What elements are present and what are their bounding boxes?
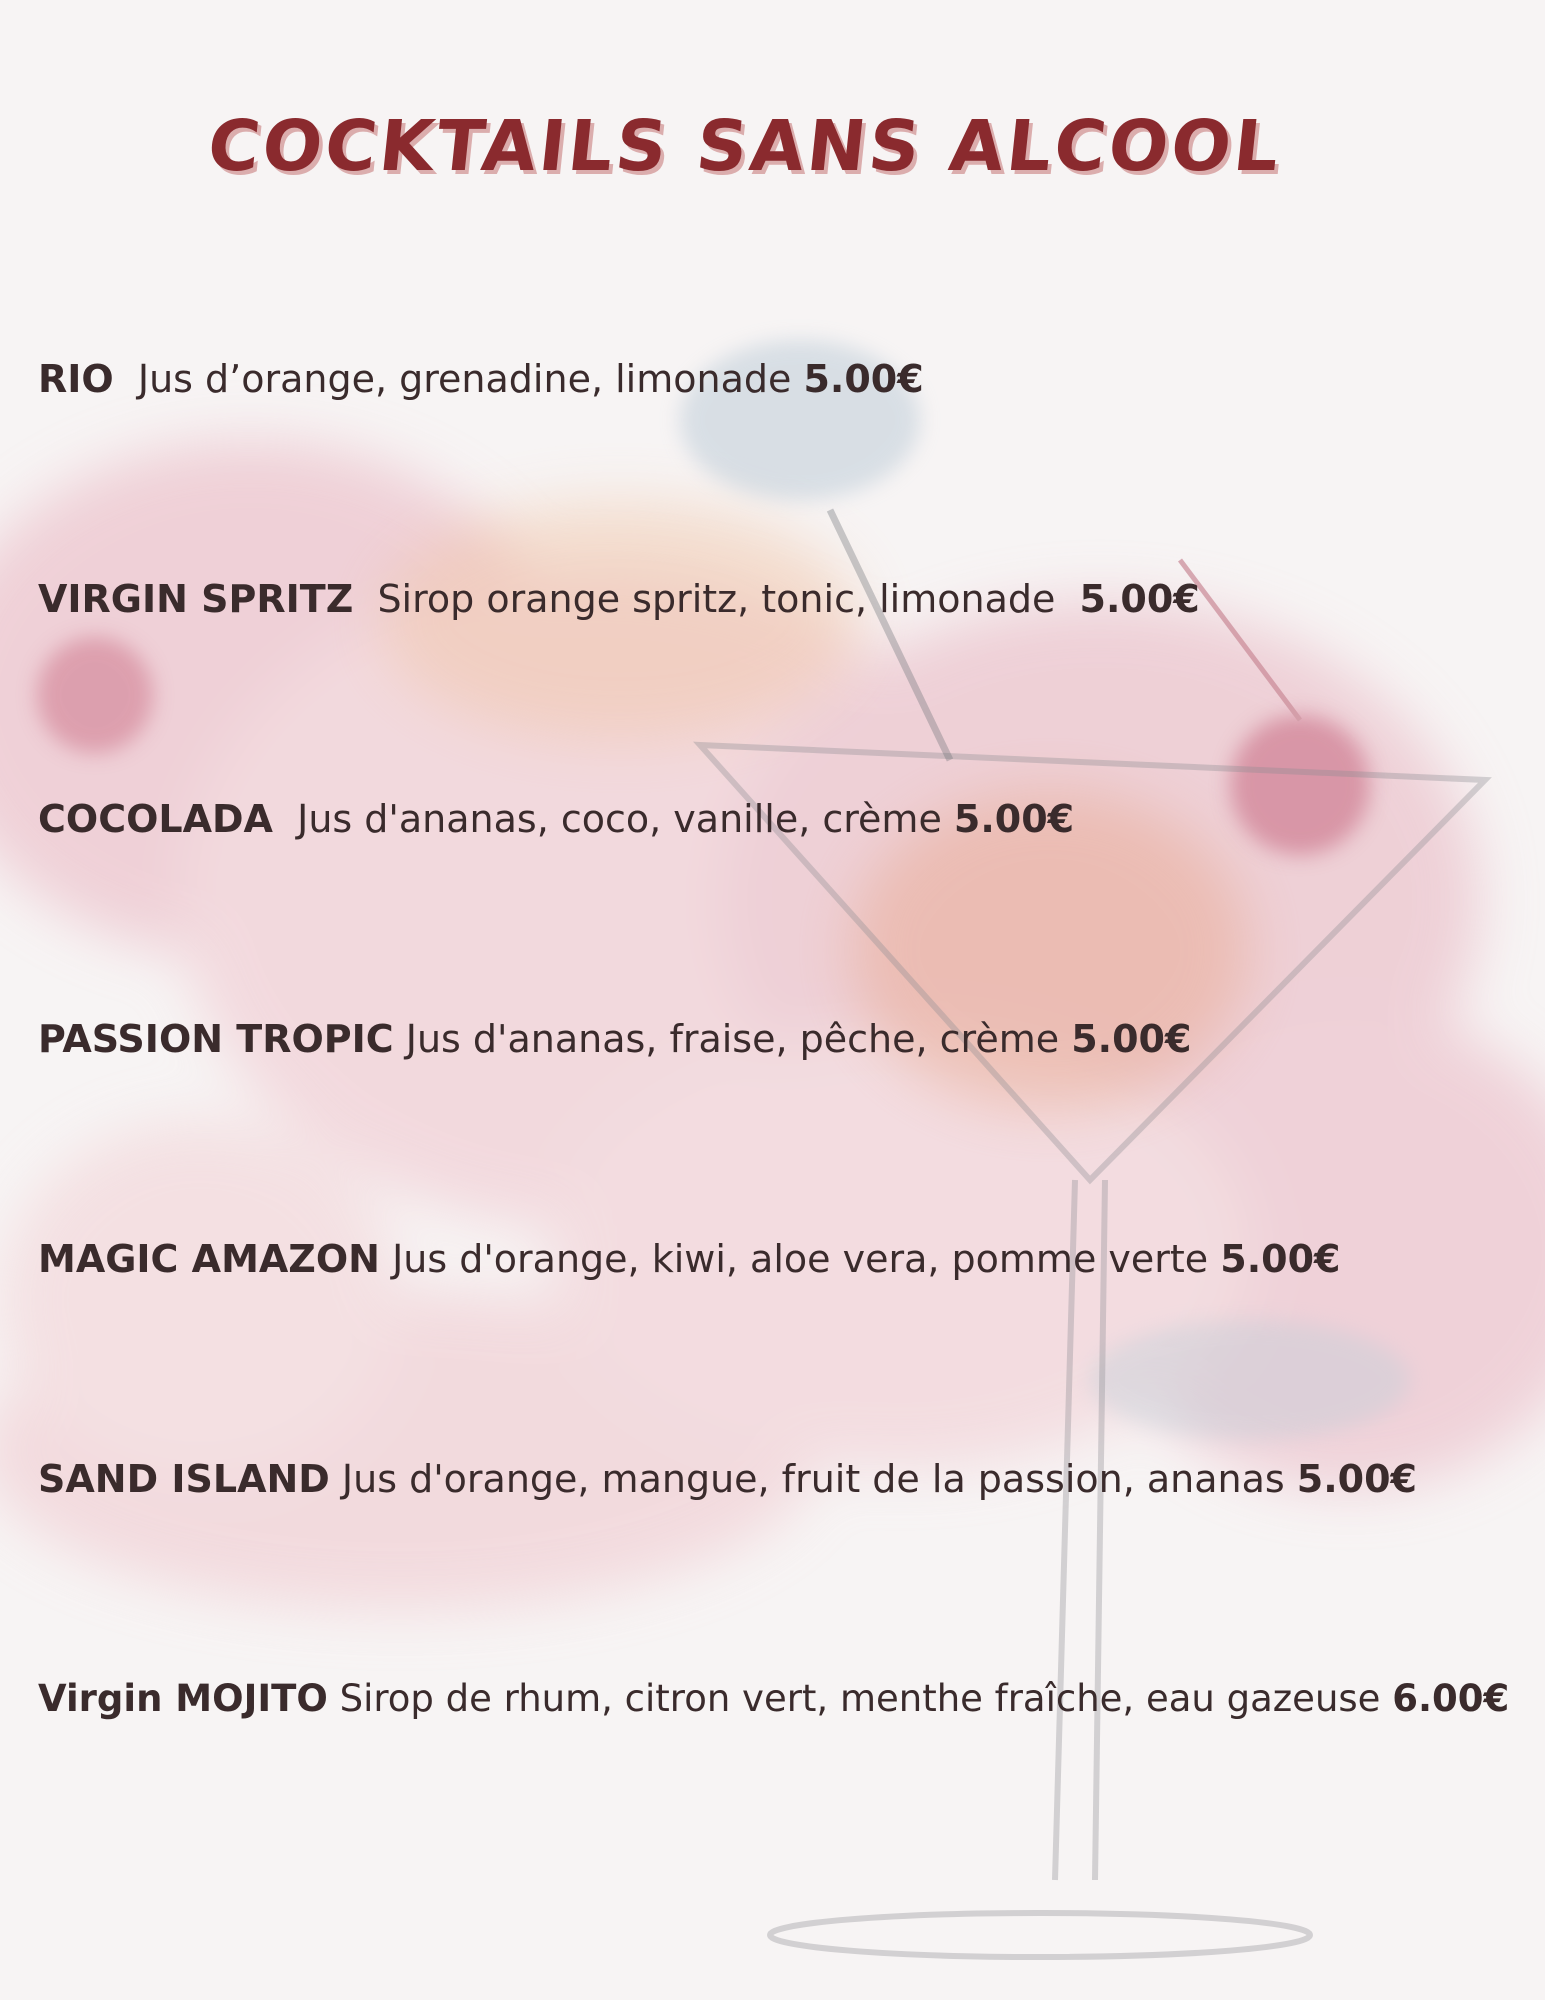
menu-item-rio	[38, 355, 1518, 403]
menu-item-magic-amazon	[38, 1235, 1518, 1283]
item-name: PASSION TROPIC	[38, 1017, 394, 1061]
item-name: Virgin MOJITO	[38, 1677, 328, 1720]
menu-item-virgin-mojito	[38, 1675, 1518, 1723]
item-description: Sirop orange spritz, tonic, limonade	[377, 577, 1056, 621]
item-price: 5.00€	[1079, 577, 1200, 621]
menu-item-cocolada	[38, 795, 1518, 843]
menu-item-passion-tropic	[38, 1015, 1518, 1063]
item-name: MAGIC AMAZON	[38, 1237, 380, 1281]
item-description: Jus d'orange, mangue, fruit de la passion, ananas	[341, 1457, 1285, 1501]
item-name: SAND ISLAND	[38, 1457, 330, 1501]
item-description: Jus d'ananas, coco, vanille, crème	[297, 797, 942, 841]
menu-item-virgin-spritz	[38, 575, 1518, 623]
item-price: 5.00€	[803, 357, 924, 401]
item-description: Jus d’orange, grenadine, limonade	[137, 357, 792, 401]
item-price: 5.00€	[1296, 1457, 1417, 1501]
item-price: 5.00€	[1071, 1017, 1192, 1061]
menu-item-sand-island	[38, 1455, 1518, 1503]
item-description: Jus d'ananas, fraise, pêche, crème	[405, 1017, 1060, 1061]
item-price: 6.00€	[1392, 1677, 1510, 1720]
item-name: VIRGIN SPRITZ	[38, 577, 354, 621]
item-description: Jus d'orange, kiwi, aloe vera, pomme verte	[392, 1237, 1209, 1281]
item-description: Sirop de rhum, citron vert, menthe fraîche, eau gazeuse	[339, 1677, 1381, 1720]
item-price: 5.00€	[1220, 1237, 1341, 1281]
item-name: COCOLADA	[38, 797, 273, 841]
item-price: 5.00€	[953, 797, 1075, 841]
item-name: RIO	[38, 357, 114, 401]
page-title: COCKTAILS SANS ALCOOL	[204, 105, 1286, 187]
